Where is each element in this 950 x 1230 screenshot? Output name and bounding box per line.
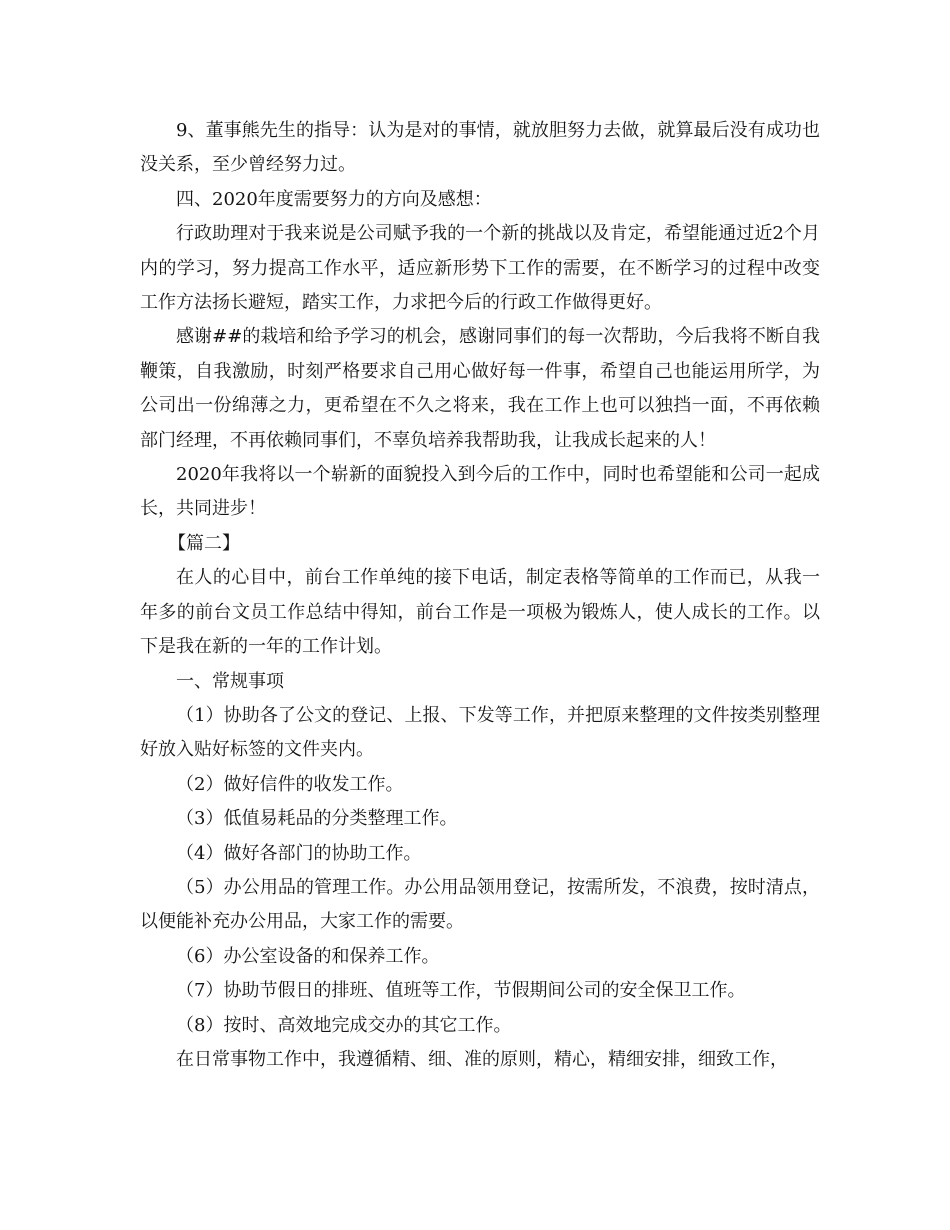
section-heading-4: 四、2020年度需要努力的方向及感想： xyxy=(176,188,492,210)
paragraph-2020-outlook: 2020年我将以一个崭新的面貌投入到今后的工作中，同时也希望能和公司一起成长，共同进步！ xyxy=(140,464,820,520)
list-item-7: （7）协助节假日的排班、值班等工作，节假期间公司的安全保卫工作。 xyxy=(176,980,746,1002)
paragraph-admin-assistant: 行政助理对于我来说是公司赋予我的一个新的挑战以及肯定，希望能通过近2个月内的学习，努力提高工作水平，适应新形势下工作的需要，在不断学习的过程中改变工作方法扬长避短，踏实工作，力求把今后的行政工作做得更好。 xyxy=(140,223,820,314)
list-item-2: （2）做好信件的收发工作。 xyxy=(176,773,404,795)
list-item-1: （1）协助各了公文的登记、上报、下发等工作，并把原来整理的文件按类别整理好放入贴好标签的文件夹内。 xyxy=(140,704,820,761)
paragraph-thanks: 感谢##的栽培和给予学习的机会，感谢同事们的每一次帮助，今后我将不断自我鞭策，自我激励，时刻严格要求自己用心做好每一件事，希望自己也能运用所学，为公司出一份绵薄之力，更希望在不久之将来，我在工作上也可以独挡一面，不再依赖部门经理，不再依赖同事们，不辜负培养我帮助我，让我成长起来的人！ xyxy=(140,326,820,451)
paragraph-item-9: 9、董事熊先生的指导：认为是对的事情，就放胆努力去做，就算最后没有成功也没关系，至少曾经努力过。 xyxy=(140,120,820,176)
list-item-6: （6）办公室设备的和保养工作。 xyxy=(176,945,440,967)
section-heading-routine: 一、常规事项 xyxy=(176,670,284,692)
paragraph-daily-work: 在日常事物工作中，我遵循精、细、准的原则，精心，精细安排，细致工作， xyxy=(176,1048,788,1070)
document-body xyxy=(140,114,820,1077)
list-item-5: （5）办公用品的管理工作。办公用品领用登记，按需所发，不浪费，按时清点，以便能补充办公用品，大家工作的需要。 xyxy=(140,876,820,933)
list-item-4: （4）做好各部门的协助工作。 xyxy=(176,842,422,864)
list-item-3: （3）低值易耗品的分类整理工作。 xyxy=(176,808,458,830)
paragraph-front-desk-intro: 在人的心目中，前台工作单纯的接下电话，制定表格等简单的工作而已，从我一年多的前台文员工作总结中得知，前台工作是一项极为锻炼人，使人成长的工作。以下是我在新的一年的工作计划。 xyxy=(140,567,820,658)
chapter-heading-part-two: 【篇二】 xyxy=(168,532,240,554)
list-item-8: （8）按时、高效地完成交办的其它工作。 xyxy=(176,1014,512,1036)
